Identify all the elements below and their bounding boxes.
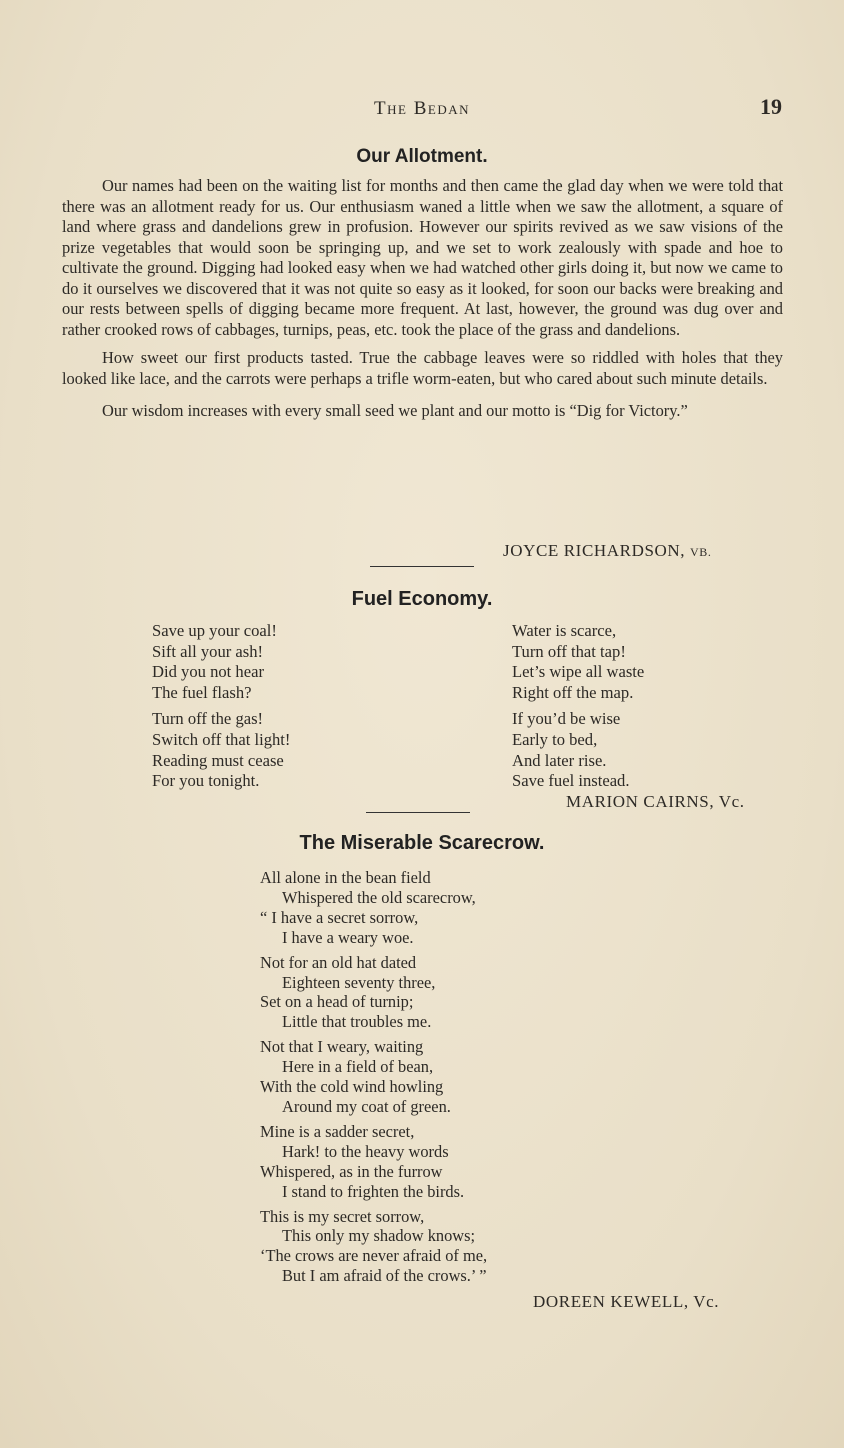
- stanza: [260, 868, 487, 948]
- poem-line: Around my coat of green.: [282, 1096, 451, 1116]
- stanza: [152, 621, 290, 703]
- poem-line: This only my shadow knows;: [282, 1226, 476, 1246]
- poem-line: Save fuel instead.: [512, 771, 630, 791]
- divider: [366, 812, 470, 813]
- stanza: [512, 621, 644, 703]
- poem-line: With the cold wind howling: [260, 1077, 444, 1097]
- poem-line: Not that I weary, waiting: [260, 1037, 424, 1057]
- stanza: [260, 1122, 487, 1202]
- poem-line: Hark! to the heavy words: [282, 1141, 449, 1161]
- poem-line: And later rise.: [512, 750, 607, 770]
- poem-line: Water is scarce,: [512, 621, 617, 640]
- poem-line: Not for an old hat dated: [260, 952, 417, 972]
- running-header: The Bedan: [374, 98, 470, 119]
- poem-line: Little that troubles me.: [282, 1012, 432, 1032]
- poem-line: All alone in the bean field: [260, 868, 431, 887]
- poem-line: Whispered the old scarecrow,: [282, 887, 476, 907]
- stanza: [260, 1207, 487, 1287]
- scarecrow-title: The Miserable Scarecrow.: [299, 832, 545, 854]
- poem-line: I stand to frighten the birds.: [282, 1181, 465, 1201]
- poem-line: Set on a head of turnip;: [260, 992, 414, 1012]
- fuel-poem-left: [152, 621, 290, 792]
- poem-line: Right off the map.: [512, 682, 634, 702]
- poem-line: Whispered, as in the furrow: [260, 1161, 443, 1181]
- poem-line: Switch off that light!: [152, 729, 291, 749]
- stanza: [260, 953, 487, 1033]
- poem-line: Sift all your ash!: [152, 641, 264, 661]
- fuel-title: Fuel Economy.: [351, 588, 493, 610]
- allotment-paragraph: Our names had been on the waiting list for months and then came the glad day when we were told that there was an allotment ready for us. Our enthusiasm waned a little when we saw the allotment, a square of land where grass and dandelions grew in profusion. However our spirits revived as we saw visions of the prize vegetables that would soon be springing up, and we set to work zealously with spade and hoe to cultivate the ground. Digging had looked easy when we had watched other girls doing it, but now we came to do it ourselves we discovered that it was not quite so easy as it looked, for soon our backs were breaking and our rests between spells of digging became more frequent. At last, however, the ground was dug over and rather crooked rows of cabbages, turnips, peas, etc. took the place of the grass and dandelions.: [62, 176, 783, 339]
- poem-line: If you’d be wise: [512, 709, 621, 729]
- allotment-article: [62, 176, 783, 422]
- poem-line: Did you not hear: [152, 662, 264, 682]
- divider: [370, 566, 474, 567]
- poem-line: For you tonight.: [152, 771, 260, 791]
- poem-line: But I am afraid of the crows.’ ”: [282, 1266, 487, 1286]
- poem-line: “ I have a secret sorrow,: [260, 907, 419, 927]
- poem-line: Mine is a sadder secret,: [260, 1121, 415, 1141]
- poem-line: Reading must cease: [152, 750, 284, 770]
- scarecrow-poem: [260, 868, 487, 1286]
- page-number: 19: [760, 94, 782, 119]
- poem-line: Let’s wipe all waste: [512, 662, 645, 682]
- poem-line: Eighteen seventy three,: [282, 972, 436, 992]
- poem-line: Here in a field of bean,: [282, 1057, 434, 1077]
- allotment-paragraph: Our wisdom increases with every small seed we plant and our motto is “Dig for Victory.”: [102, 401, 688, 420]
- poem-line: Turn off the gas!: [152, 709, 264, 729]
- scarecrow-author: DOREEN KEWELL, Vc.: [533, 1292, 720, 1311]
- poem-line: This is my secret sorrow,: [260, 1206, 425, 1226]
- fuel-poem-right: [512, 621, 644, 792]
- allotment-paragraph: How sweet our first products tasted. True the cabbage leaves were so riddled with holes that they looked like lace, and the carrots were perhaps a trifle worm-eaten, but who cared about such minute details.: [62, 348, 783, 388]
- poem-line: I have a weary woe.: [282, 927, 414, 947]
- poem-line: The fuel flash?: [152, 682, 252, 702]
- stanza: [260, 1037, 487, 1117]
- poem-line: Early to bed,: [512, 729, 598, 749]
- poem-line: Turn off that tap!: [512, 641, 626, 661]
- poem-line: ‘The crows are never afraid of me,: [260, 1246, 488, 1266]
- poem-line: Save up your coal!: [152, 621, 277, 640]
- allotment-author: JOYCE RICHARDSON, VB.: [503, 541, 712, 560]
- fuel-author: MARION CAIRNS, Vc.: [566, 792, 745, 811]
- allotment-title: Our Allotment.: [356, 146, 488, 167]
- stanza: [512, 709, 644, 791]
- stanza: [152, 709, 290, 791]
